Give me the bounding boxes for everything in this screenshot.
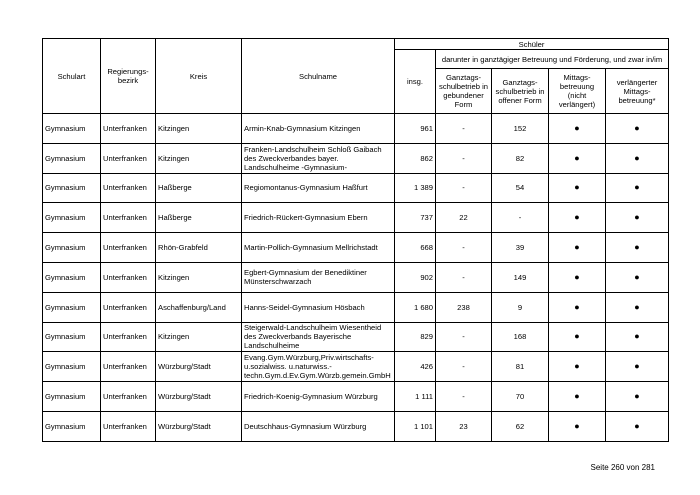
cell-offen: 54	[492, 173, 549, 203]
cell-offen: 9	[492, 292, 549, 322]
cell-gebunden: -	[436, 173, 492, 203]
cell-offen: 81	[492, 352, 549, 382]
cell-kreis: Haßberge	[156, 203, 242, 233]
cell-verlaengert: ●	[606, 233, 669, 263]
header-mittags: Mittags- betreuung (nicht verlängert)	[549, 69, 606, 114]
cell-regierungsbezirk: Unterfranken	[101, 143, 156, 173]
cell-schulname	[242, 203, 395, 233]
cell-insg: 1 389	[395, 173, 436, 203]
table-body	[43, 114, 669, 442]
cell-verlaengert: ●	[606, 352, 669, 382]
cell-mittags: ●	[549, 143, 606, 173]
cell-mittags: ●	[549, 411, 606, 441]
header-gebunden: Ganztags- schulbetrieb in gebundener Form	[436, 69, 492, 114]
table-row	[43, 203, 669, 233]
cell-regierungsbezirk: Unterfranken	[101, 173, 156, 203]
cell-gebunden: -	[436, 382, 492, 412]
cell-insg: 426	[395, 352, 436, 382]
cell-regierungsbezirk: Unterfranken	[101, 352, 156, 382]
cell-schulname	[242, 382, 395, 412]
cell-kreis: Würzburg/Stadt	[156, 382, 242, 412]
cell-mittags: ●	[549, 262, 606, 292]
cell-schulart: Gymnasium	[43, 382, 101, 412]
cell-gebunden: -	[436, 143, 492, 173]
table-row	[43, 352, 669, 382]
table-row	[43, 173, 669, 203]
header-regierungsbezirk: Regierungs- bezirk	[101, 39, 156, 114]
table-row	[43, 143, 669, 173]
cell-gebunden: -	[436, 114, 492, 144]
cell-regierungsbezirk: Unterfranken	[101, 382, 156, 412]
cell-schulart: Gymnasium	[43, 352, 101, 382]
cell-mittags: ●	[549, 173, 606, 203]
cell-schulart: Gymnasium	[43, 233, 101, 263]
cell-verlaengert: ●	[606, 292, 669, 322]
cell-offen: -	[492, 203, 549, 233]
cell-schulart: Gymnasium	[43, 203, 101, 233]
cell-regierungsbezirk: Unterfranken	[101, 292, 156, 322]
cell-regierungsbezirk: Unterfranken	[101, 262, 156, 292]
cell-regierungsbezirk: Unterfranken	[101, 322, 156, 352]
cell-insg: 1 101	[395, 411, 436, 441]
cell-insg: 961	[395, 114, 436, 144]
school-name-text: Hanns-Seidel-Gymnasium Hösbach	[244, 302, 365, 312]
cell-schulart: Gymnasium	[43, 114, 101, 144]
cell-regierungsbezirk: Unterfranken	[101, 233, 156, 263]
cell-insg: 668	[395, 233, 436, 263]
header-offen: Ganztags- schulbetrieb in offener Form	[492, 69, 549, 114]
cell-gebunden: 23	[436, 411, 492, 441]
cell-kreis: Kitzingen	[156, 114, 242, 144]
table-row	[43, 114, 669, 144]
cell-schulname	[242, 292, 395, 322]
cell-schulname	[242, 411, 395, 441]
header-verlaengert: verlängerter Mittags- betreuung*	[606, 69, 669, 114]
cell-kreis: Würzburg/Stadt	[156, 352, 242, 382]
table-row	[43, 382, 669, 412]
cell-verlaengert: ●	[606, 203, 669, 233]
cell-schulart: Gymnasium	[43, 411, 101, 441]
cell-mittags: ●	[549, 114, 606, 144]
cell-schulname	[242, 173, 395, 203]
cell-schulname	[242, 322, 395, 352]
cell-kreis: Kitzingen	[156, 143, 242, 173]
cell-offen: 39	[492, 233, 549, 263]
cell-kreis: Kitzingen	[156, 262, 242, 292]
cell-verlaengert: ●	[606, 262, 669, 292]
school-name-text: Friedrich-Rückert-Gymnasium Ebern	[244, 213, 368, 223]
cell-verlaengert: ●	[606, 173, 669, 203]
cell-insg: 902	[395, 262, 436, 292]
header-schulart: Schulart	[43, 39, 101, 114]
cell-schulname	[242, 143, 395, 173]
cell-gebunden: -	[436, 322, 492, 352]
table-header	[43, 39, 669, 114]
cell-offen: 152	[492, 114, 549, 144]
cell-offen: 82	[492, 143, 549, 173]
table-row	[43, 411, 669, 441]
school-name-text: Martin-Pollich-Gymnasium Mellrichstadt	[244, 243, 378, 253]
header-darunter: darunter in ganztägiger Betreuung und Förderung, und zwar in/im	[436, 50, 669, 69]
cell-schulname	[242, 352, 395, 382]
cell-insg: 862	[395, 143, 436, 173]
header-insg: insg.	[395, 50, 436, 114]
cell-verlaengert: ●	[606, 411, 669, 441]
school-name-text: Egbert-Gymnasium der Benediktiner Münsterschwarzach	[244, 268, 367, 287]
cell-offen: 168	[492, 322, 549, 352]
cell-offen: 149	[492, 262, 549, 292]
cell-regierungsbezirk: Unterfranken	[101, 114, 156, 144]
cell-verlaengert: ●	[606, 322, 669, 352]
cell-verlaengert: ●	[606, 382, 669, 412]
cell-kreis: Würzburg/Stadt	[156, 411, 242, 441]
school-name-text: Steigerwald-Landschulheim Wiesentheid des Zweckverbands Bayerische Landschulheime	[244, 323, 382, 351]
school-name-text: Evang.Gym.Würzburg,Priv.wirtschafts-u.sozialwiss. u.naturwiss.-techn.Gym.d.Ev.Gym.Würzb.gemein.GmbH	[244, 353, 391, 381]
school-name-text: Friedrich-Koenig-Gymnasium Würzburg	[244, 392, 378, 402]
cell-insg: 829	[395, 322, 436, 352]
cell-mittags: ●	[549, 292, 606, 322]
header-schulname: Schulname	[242, 39, 395, 114]
table-row	[43, 262, 669, 292]
cell-offen: 62	[492, 411, 549, 441]
cell-gebunden: -	[436, 352, 492, 382]
cell-gebunden: -	[436, 233, 492, 263]
cell-kreis: Aschaffenburg/Land	[156, 292, 242, 322]
cell-mittags: ●	[549, 233, 606, 263]
cell-regierungsbezirk: Unterfranken	[101, 203, 156, 233]
cell-kreis: Kitzingen	[156, 322, 242, 352]
cell-insg: 1 111	[395, 382, 436, 412]
school-name-text: Armin-Knab-Gymnasium Kitzingen	[244, 123, 361, 133]
cell-schulname	[242, 262, 395, 292]
cell-schulart: Gymnasium	[43, 143, 101, 173]
cell-mittags: ●	[549, 203, 606, 233]
cell-kreis: Haßberge	[156, 173, 242, 203]
cell-schulart: Gymnasium	[43, 173, 101, 203]
table-row	[43, 233, 669, 263]
cell-verlaengert: ●	[606, 114, 669, 144]
school-name-text: Regiomontanus-Gymnasium Haßfurt	[244, 183, 368, 193]
cell-insg: 737	[395, 203, 436, 233]
cell-schulart: Gymnasium	[43, 262, 101, 292]
table-row	[43, 292, 669, 322]
cell-mittags: ●	[549, 322, 606, 352]
cell-regierungsbezirk: Unterfranken	[101, 411, 156, 441]
cell-mittags: ●	[549, 352, 606, 382]
school-name-text: Deutschhaus-Gymnasium Würzburg	[244, 421, 367, 431]
schools-table	[42, 38, 669, 442]
cell-gebunden: 238	[436, 292, 492, 322]
school-name-text: Franken-Landschulheim Schloß Gaibach des Zweckverbandes bayer. Landschulheime -Gymnasium-	[244, 144, 382, 172]
cell-mittags: ●	[549, 382, 606, 412]
cell-offen: 70	[492, 382, 549, 412]
header-schueler: Schüler	[395, 39, 669, 50]
cell-schulart: Gymnasium	[43, 322, 101, 352]
table-row	[43, 322, 669, 352]
cell-schulname	[242, 233, 395, 263]
cell-kreis: Rhön-Grabfeld	[156, 233, 242, 263]
header-kreis: Kreis	[156, 39, 242, 114]
cell-verlaengert: ●	[606, 143, 669, 173]
cell-insg: 1 680	[395, 292, 436, 322]
cell-gebunden: 22	[436, 203, 492, 233]
cell-schulart: Gymnasium	[43, 292, 101, 322]
cell-gebunden: -	[436, 262, 492, 292]
cell-schulname	[242, 114, 395, 144]
page-number: Seite 260 von 281	[590, 463, 655, 472]
